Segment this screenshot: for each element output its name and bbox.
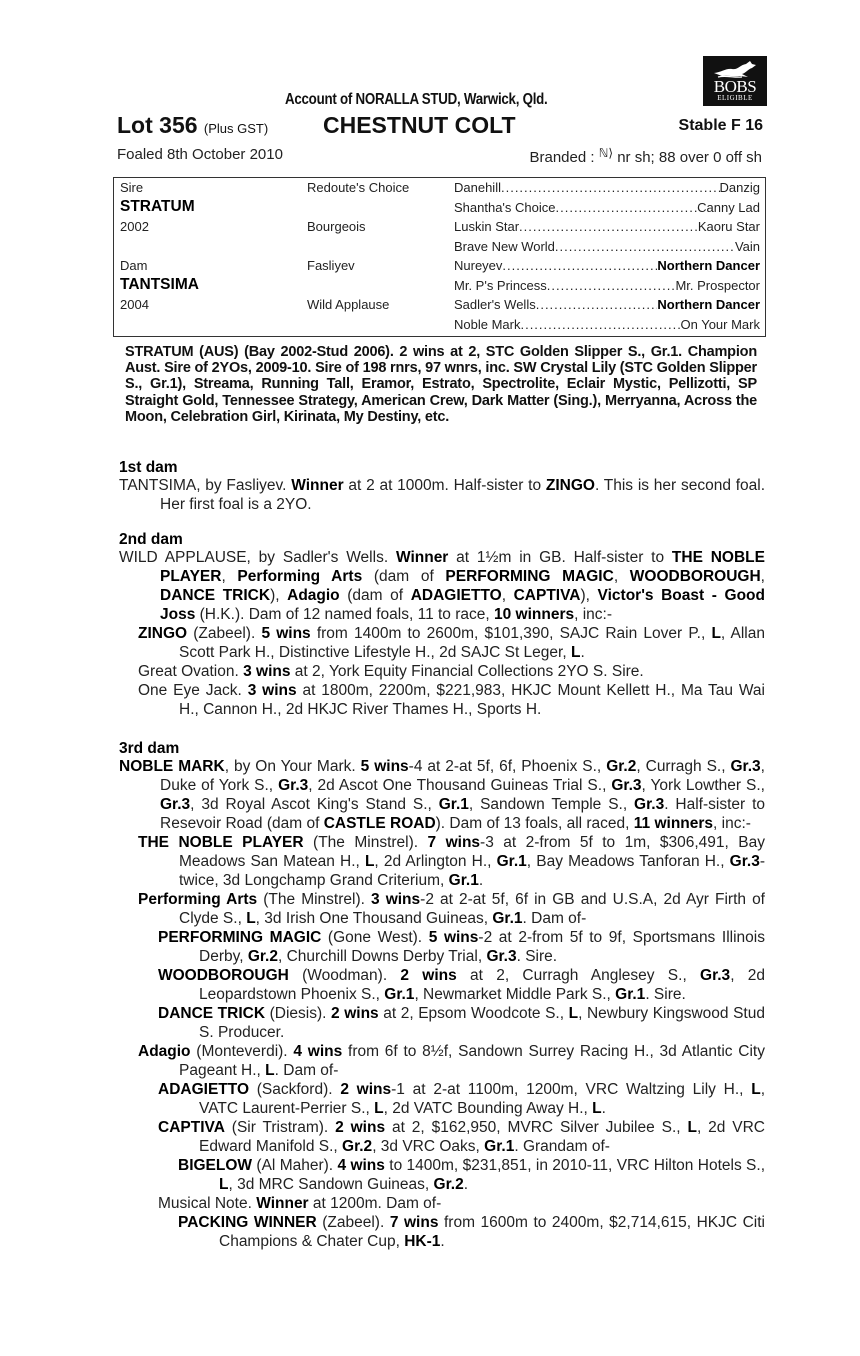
gen3-row: Mr. P's Princess ..... Mr. Prospector xyxy=(454,276,760,296)
bold-highlight: L xyxy=(751,1081,761,1098)
vendor-account: Account of NORALLA STUD, Warwick, Qld. xyxy=(285,91,548,108)
section-heading: 3rd dam xyxy=(119,740,180,757)
bold-highlight: WOODBOROUGH xyxy=(629,568,761,585)
dam-label: Dam xyxy=(120,258,148,273)
bold-highlight: Gr.2 xyxy=(247,948,278,965)
bold-highlight: NOBLE MARK xyxy=(119,758,225,775)
progeny-entry: WOODBOROUGH (Woodman). 2 wins at 2, Curragh Anglesey S., Gr.3, 2d Leopardstown Phoenix S., Gr.1, Newmarket Middle Park S., Gr.1. Sire. xyxy=(158,967,765,1003)
dam-name: TANTSIMA xyxy=(120,276,199,293)
bold-highlight: L xyxy=(570,644,581,661)
bold-highlight: Gr.2 xyxy=(342,1138,373,1155)
bold-highlight: Gr.3 xyxy=(729,853,760,870)
bold-highlight: 11 winners xyxy=(633,815,714,832)
bold-highlight: 7 wins xyxy=(427,834,481,851)
bold-highlight: ADAGIETTO xyxy=(158,1081,249,1098)
bold-highlight: THE NOBLE PLAYER xyxy=(160,549,765,585)
gen3-row: Shantha's Choice ..... Canny Lad xyxy=(454,198,760,218)
bold-highlight: Gr.1 xyxy=(448,872,479,889)
bold-highlight: Gr.1 xyxy=(496,853,527,870)
bold-highlight: 2 wins xyxy=(400,967,457,984)
bold-highlight: Adagio xyxy=(138,1043,191,1060)
progeny-entry: THE NOBLE PLAYER (The Minstrel). 7 wins-3 at 2-from 5f to 1m, $306,491, Bay Meadows San Matean H., L, 2d Arlington H., Gr.1, Bay Meadows Tanforan H., Gr.3-twice, 3d Longchamp Grand Criterium, Gr.1. xyxy=(138,834,765,889)
dam-year: 2004 xyxy=(120,297,149,312)
dam-paragraphs xyxy=(119,476,765,514)
bold-highlight: CAPTIVA xyxy=(513,587,581,604)
progeny-entry: ADAGIETTO (Sackford). 2 wins-1 at 2-at 1100m, 1200m, VRC Waltzing Lily H., L, VATC Laurent-Perrier S., L, 2d VATC Bounding Away H., L. xyxy=(158,1081,765,1117)
sire-summary: STRATUM (AUS) (Bay 2002-Stud 2006). 2 wins at 2, STC Golden Slipper S., Gr.1. Champion Aust. Sire of 2YOs, 2009-10. Sire of 198 rnrs, 97 wnrs, inc. SW Crystal Lily (STC Golden Slipper S., Gr.1), Streama, Running Tall, Eramor, Estrato, Spectrolite, Eclair Mystic, Pellizotti, SP Straight Gold, Tennessee Strategy, American Crew, Dark Matter (Sing.), Merryanna, Across the Moon, Celebration Girl, Kirinata, My Destiny, etc. xyxy=(125,344,757,425)
progeny-entry: BIGELOW (Al Maher). 4 wins to 1400m, $231,851, in 2010-11, VRC Hilton Hotels S., L, 3d MRC Sandown Guineas, Gr.2. xyxy=(178,1157,765,1193)
progeny-entry: NOBLE MARK, by On Your Mark. 5 wins-4 at 2-at 5f, 6f, Phoenix S., Gr.2, Curragh S., Gr.3, Duke of York S., Gr.3, 2d Ascot One Thousand Guineas Trial S., Gr.3, York Lowther S., Gr.3, 3d Royal Ascot King's Stand S., Gr.1, Sandown Temple S., Gr.3. Half-sister to Resevoir Road (dam of CASTLE ROAD). Dam of 13 foals, all raced, 11 winners, inc:- xyxy=(119,758,765,832)
brand-info: Branded : $^{ℕ⟩}$ nr sh; 88 over 0 off sh xyxy=(529,146,762,166)
dam-sire: Fasliyev xyxy=(307,258,355,273)
progeny-entry: CAPTIVA (Sir Tristram). 2 wins at 2, $162,950, MVRC Silver Jubilee S., L, 2d VRC Edward Manifold S., Gr.2, 3d VRC Oaks, Gr.1. Grandam of- xyxy=(158,1119,765,1155)
gst-note: (Plus GST) xyxy=(203,121,269,136)
bold-highlight: ADAGIETTO xyxy=(410,587,502,604)
gen3-row: Noble Mark ..... On Your Mark xyxy=(454,315,760,335)
progeny-entry: PACKING WINNER (Zabeel). 7 wins from 1600m to 2400m, $2,714,615, HKJC Citi Champions & Chater Cup, HK-1. xyxy=(178,1214,765,1250)
gen3-row: Nureyev ..... Northern Dancer xyxy=(454,256,760,276)
bold-highlight: Gr.2 xyxy=(606,758,637,775)
bold-highlight: HK-1 xyxy=(404,1233,441,1250)
bold-highlight: DANCE TRICK xyxy=(160,587,271,604)
sire-sire: Redoute's Choice xyxy=(307,180,410,195)
bold-highlight: CAPTIVA xyxy=(158,1119,225,1136)
bold-highlight: PERFORMING MAGIC xyxy=(158,929,322,946)
bold-highlight: L xyxy=(246,910,256,927)
bold-highlight: L xyxy=(364,853,375,870)
progeny-entry: Great Ovation. 3 wins at 2, York Equity Financial Collections 2YO S. Sire. xyxy=(138,663,644,680)
bold-highlight: Performing Arts xyxy=(237,568,363,585)
third-dam-section xyxy=(119,740,765,1251)
sire-name: STRATUM xyxy=(120,198,195,215)
bold-highlight: 7 wins xyxy=(389,1214,439,1231)
bold-highlight: L xyxy=(568,1005,579,1022)
bold-highlight: 10 winners xyxy=(494,606,575,623)
bold-highlight: L xyxy=(592,1100,602,1117)
bold-highlight: Gr.1 xyxy=(492,910,523,927)
bold-highlight: DANCE TRICK xyxy=(158,1005,266,1022)
bold-highlight: ZINGO xyxy=(545,477,595,494)
bold-highlight: Adagio xyxy=(287,587,340,604)
bold-highlight: Gr.3 xyxy=(278,777,309,794)
bold-highlight: 4 wins xyxy=(293,1043,343,1060)
bold-highlight: 5 wins xyxy=(261,625,311,642)
bold-highlight: Gr.1 xyxy=(615,986,646,1003)
bold-highlight: 3 wins xyxy=(371,891,421,908)
section-heading: 2nd dam xyxy=(119,531,183,548)
bold-highlight: 5 wins xyxy=(360,758,409,775)
second-dam-section xyxy=(119,531,765,719)
lot-number: Lot 356 (Plus GST) xyxy=(117,112,269,138)
gen3-row: Luskin Star ..... Kaoru Star xyxy=(454,217,760,237)
dam-dam: Wild Applause xyxy=(307,297,390,312)
pedigree-table xyxy=(113,177,766,337)
bold-highlight: Gr.3 xyxy=(486,948,517,965)
dam-paragraphs xyxy=(119,548,765,719)
galloping-horse-icon xyxy=(712,59,758,79)
bold-highlight: Gr.3 xyxy=(700,967,731,984)
sire-year: 2002 xyxy=(120,219,149,234)
progeny-entry: DANCE TRICK (Diesis). 2 wins at 2, Epsom Woodcote S., L, Newbury Kingswood Stud S. Producer. xyxy=(158,1005,765,1041)
bold-highlight: Gr.1 xyxy=(438,796,469,813)
progeny-entry: PERFORMING MAGIC (Gone West). 5 wins-2 at 2-from 5f to 9f, Sportsmans Illinois Derby, Gr.2, Churchill Downs Derby Trial, Gr.3. Sire. xyxy=(158,929,765,965)
bold-highlight: L xyxy=(374,1100,384,1117)
bold-highlight: 4 wins xyxy=(337,1157,385,1174)
bold-highlight: L xyxy=(687,1119,697,1136)
bold-highlight: Performing Arts xyxy=(138,891,258,908)
bold-highlight: Winner xyxy=(291,477,344,494)
gen3-row: Brave New World ..... Vain xyxy=(454,237,760,257)
bold-highlight: Winner xyxy=(395,549,449,566)
foaled-date: Foaled 8th October 2010 xyxy=(117,146,283,163)
bold-highlight: THE NOBLE PLAYER xyxy=(138,834,304,851)
bold-highlight: L xyxy=(219,1176,229,1193)
bold-highlight: Winner xyxy=(256,1195,309,1212)
progeny-entry: ZINGO (Zabeel). 5 wins from 1400m to 2600m, $101,390, SAJC Rain Lover P., L, Allan Scott Park H., Distinctive Lifestyle H., 2d SAJC St Leger, L. xyxy=(138,625,765,661)
progeny-entry: Adagio (Monteverdi). 4 wins from 6f to 8½f, Sandown Surrey Racing H., 3d Atlantic City Pageant H., L. Dam of- xyxy=(138,1043,765,1079)
bold-highlight: Gr.3 xyxy=(611,777,642,794)
bold-highlight: ZINGO xyxy=(138,625,188,642)
bold-highlight: Gr.1 xyxy=(484,1138,515,1155)
bold-highlight: Gr.3 xyxy=(160,796,191,813)
dam-paragraphs xyxy=(119,757,765,1251)
bold-highlight: L xyxy=(711,625,721,642)
brand-mark-icon: ℕ⟩ xyxy=(598,146,614,160)
bobs-eligible-logo: BOBS ELIGIBLE xyxy=(703,56,767,106)
bold-highlight: WOODBOROUGH xyxy=(158,967,289,984)
bold-highlight: PACKING WINNER xyxy=(178,1214,317,1231)
bold-highlight: L xyxy=(265,1062,275,1079)
bold-highlight: Gr.3 xyxy=(634,796,665,813)
bold-highlight: BIGELOW xyxy=(178,1157,253,1174)
bold-highlight: PERFORMING MAGIC xyxy=(445,568,614,585)
dam-entry: TANTSIMA, by Fasliyev. Winner at 2 at 1000m. Half-sister to ZINGO. This is her second foal. Her first foal is a 2YO. xyxy=(119,477,766,513)
gen3-row: Danehill ..... Danzig xyxy=(454,178,760,198)
bold-highlight: CASTLE ROAD xyxy=(323,815,436,832)
horse-description: CHESTNUT COLT xyxy=(323,112,516,138)
bold-highlight: Gr.2 xyxy=(433,1176,464,1193)
progeny-entry: WILD APPLAUSE, by Sadler's Wells. Winner at 1½m in GB. Half-sister to THE NOBLE PLAYER, Performing Arts (dam of PERFORMING MAGIC, WOODBOROUGH, DANCE TRICK), Adagio (dam of ADAGIETTO, CAPTIVA), Victor's Boast - Good Joss (H.K.). Dam of 12 named foals, 11 to race, 10 winners, inc:- xyxy=(119,549,765,623)
bold-highlight: 2 wins xyxy=(335,1119,386,1136)
bold-highlight: Victor's Boast - Good Joss xyxy=(160,587,765,623)
bold-highlight: 5 wins xyxy=(428,929,479,946)
sire-label: Sire xyxy=(120,180,144,195)
bold-highlight: 2 wins xyxy=(340,1081,392,1098)
bold-highlight: Gr.1 xyxy=(384,986,415,1003)
section-heading: 1st dam xyxy=(119,459,178,476)
gen3-row: Sadler's Wells ..... Northern Dancer xyxy=(454,295,760,315)
lot-header xyxy=(117,112,765,140)
first-dam-section xyxy=(119,459,765,514)
sire-dam: Bourgeois xyxy=(307,219,366,234)
bold-highlight: 3 wins xyxy=(247,682,297,699)
stable-number: Stable F 16 xyxy=(678,117,763,134)
progeny-entry: Performing Arts (The Minstrel). 3 wins-2 at 2-at 5f, 6f in GB and U.S.A, 2d Ayr Firth of Clyde S., L, 3d Irish One Thousand Guineas, Gr.1. Dam of- xyxy=(138,891,765,927)
progeny-entry: Musical Note. Winner at 1200m. Dam of- xyxy=(158,1195,442,1212)
bold-highlight: Gr.3 xyxy=(730,758,761,775)
progeny-entry: One Eye Jack. 3 wins at 1800m, 2200m, $221,983, HKJC Mount Kellett H., Ma Tau Wai H., Cannon H., 2d HKJC River Thames H., Sports H. xyxy=(138,682,765,718)
bold-highlight: 3 wins xyxy=(243,663,291,680)
bold-highlight: 2 wins xyxy=(331,1005,379,1022)
